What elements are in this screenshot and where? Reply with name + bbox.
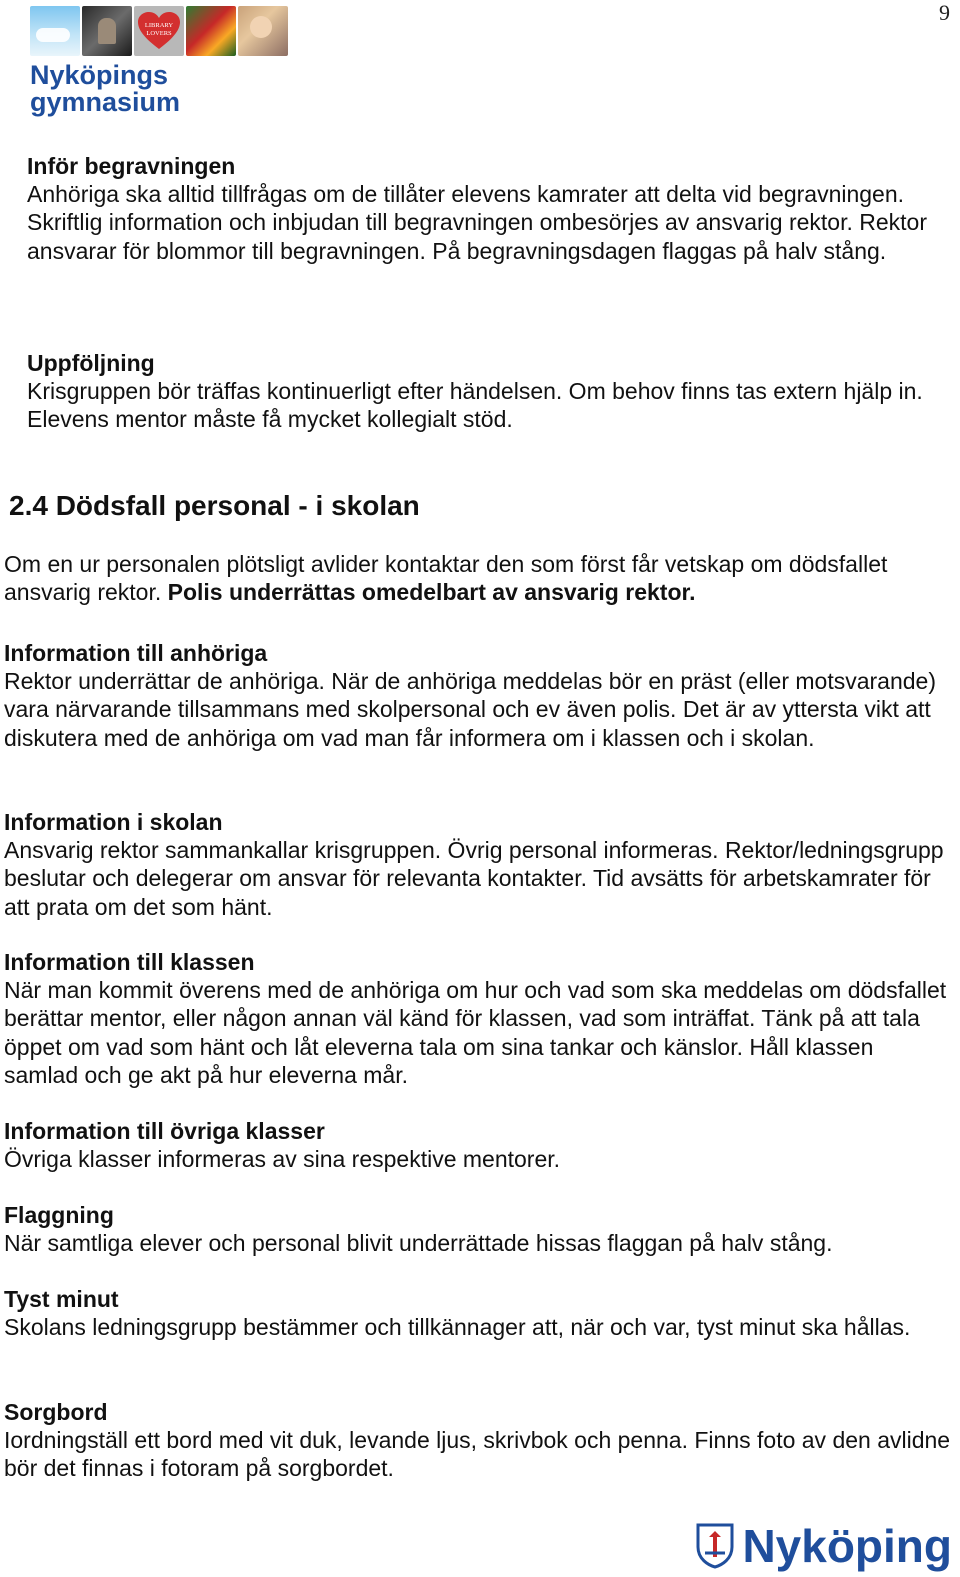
subsection-text: När man kommit överens med de anhöriga om hur och vad som ska meddelas om dödsfallet berättar mentor, eller någon annan väl känd för klassen, vad som inträffat. Tänk på att tala öppet om vad som hänt och låt eleverna tala om sina tankar och känslor. Håll klassen samlad och ge akt på hur eleverna mår. [4, 977, 947, 1088]
subsection-heading: Information till anhöriga [4, 640, 268, 666]
subsection-heading: Tyst minut [4, 1286, 119, 1312]
followup-block [27, 349, 952, 434]
school-name [30, 62, 290, 116]
subsection-heading: Information till övriga klasser [4, 1118, 325, 1144]
photo-strip [30, 6, 290, 56]
heart-text-line2: LOVERS [146, 30, 172, 37]
section-title: 2.4 Dödsfall personal - i skolan [9, 490, 420, 521]
heart-text-line1: LIBRARY [144, 22, 174, 29]
reading-photo [82, 6, 132, 56]
page-number: 9 [939, 0, 950, 25]
funeral-block [27, 152, 952, 265]
subsection [4, 948, 952, 1089]
subsection [4, 1398, 952, 1483]
subsection-heading: Sorgbord [4, 1399, 108, 1425]
subsection [4, 808, 952, 921]
heart-icon [137, 11, 181, 51]
subsection [4, 1117, 952, 1173]
subsection [4, 1285, 952, 1341]
subsection-heading: Information till klassen [4, 949, 255, 975]
lead-bold-text: Polis underrättas omedelbart av ansvarig rektor. [167, 579, 696, 606]
students-photo [238, 6, 288, 56]
subsection [4, 639, 952, 752]
subsection-heading: Information i skolan [4, 809, 223, 835]
subsection-text: Övriga klasser informeras av sina respektive mentorer. [4, 1146, 561, 1173]
subsection-text: Rektor underrättar de anhöriga. När de anhöriga meddelas bör en präst (eller motsvarande) vara närvarande tillsammans med skolpersonal och ev även polis. Det är av yttersta vikt att diskutera med de anhöriga om vad man får informera om i klassen och i skolan. [4, 668, 937, 751]
subsection-text: Iordningställ ett bord med vit duk, levande ljus, skrivbok och penna. Finns foto av den avlidne bör det finnas i fotoram på sorgbordet. [4, 1427, 951, 1482]
footer-logo-text: Nyköping [742, 1520, 952, 1572]
followup-text: Krisgruppen bör träffas kontinuerligt efter händelsen. Om behov finns tas extern hjälp in. Elevens mentor måste få mycket kollegialt stöd. [27, 378, 923, 433]
subsection-text: Ansvarig rektor sammankallar krisgruppen. Övrig personal informeras. Rektor/ledningsgrupp beslutar och delegerar om ansvar för relevanta kontakter. Tid avsätts för arbetskamrater för att prata om det som hänt. [4, 837, 944, 920]
followup-heading: Uppföljning [27, 350, 155, 376]
brand-line-1: Nyköpings [30, 60, 169, 90]
municipality-logo [696, 1521, 952, 1571]
coat-of-arms-icon [696, 1523, 734, 1569]
subsection-heading: Flaggning [4, 1202, 114, 1228]
subsection-text: När samtliga elever och personal blivit underrättade hissas flaggan på halv stång. [4, 1230, 833, 1257]
art-photo [186, 6, 236, 56]
lead-text: Om en ur personalen plötsligt avlider kontaktar den som först får vetskap om dödsfallet ansvarig rektor. [4, 551, 888, 606]
section-lead [4, 550, 952, 606]
brand-line-2: gymnasium [30, 87, 181, 117]
school-logo [30, 6, 290, 116]
sky-photo [30, 6, 80, 56]
funeral-heading: Inför begravningen [27, 153, 236, 179]
library-lovers-photo [134, 6, 184, 56]
subsection [4, 1201, 952, 1257]
subsection-text: Skolans ledningsgrupp bestämmer och tillkännager att, när och var, tyst minut ska hållas. [4, 1314, 911, 1341]
funeral-text: Anhöriga ska alltid tillfrågas om de tillåter elevens kamrater att delta vid begravningen. Skriftlig information och inbjudan till begravningen ombesörjes av ansvarig rektor. Rektor ansvarar för blommor till begravningen. På begravningsdagen flaggas på halv stång. [27, 181, 928, 264]
